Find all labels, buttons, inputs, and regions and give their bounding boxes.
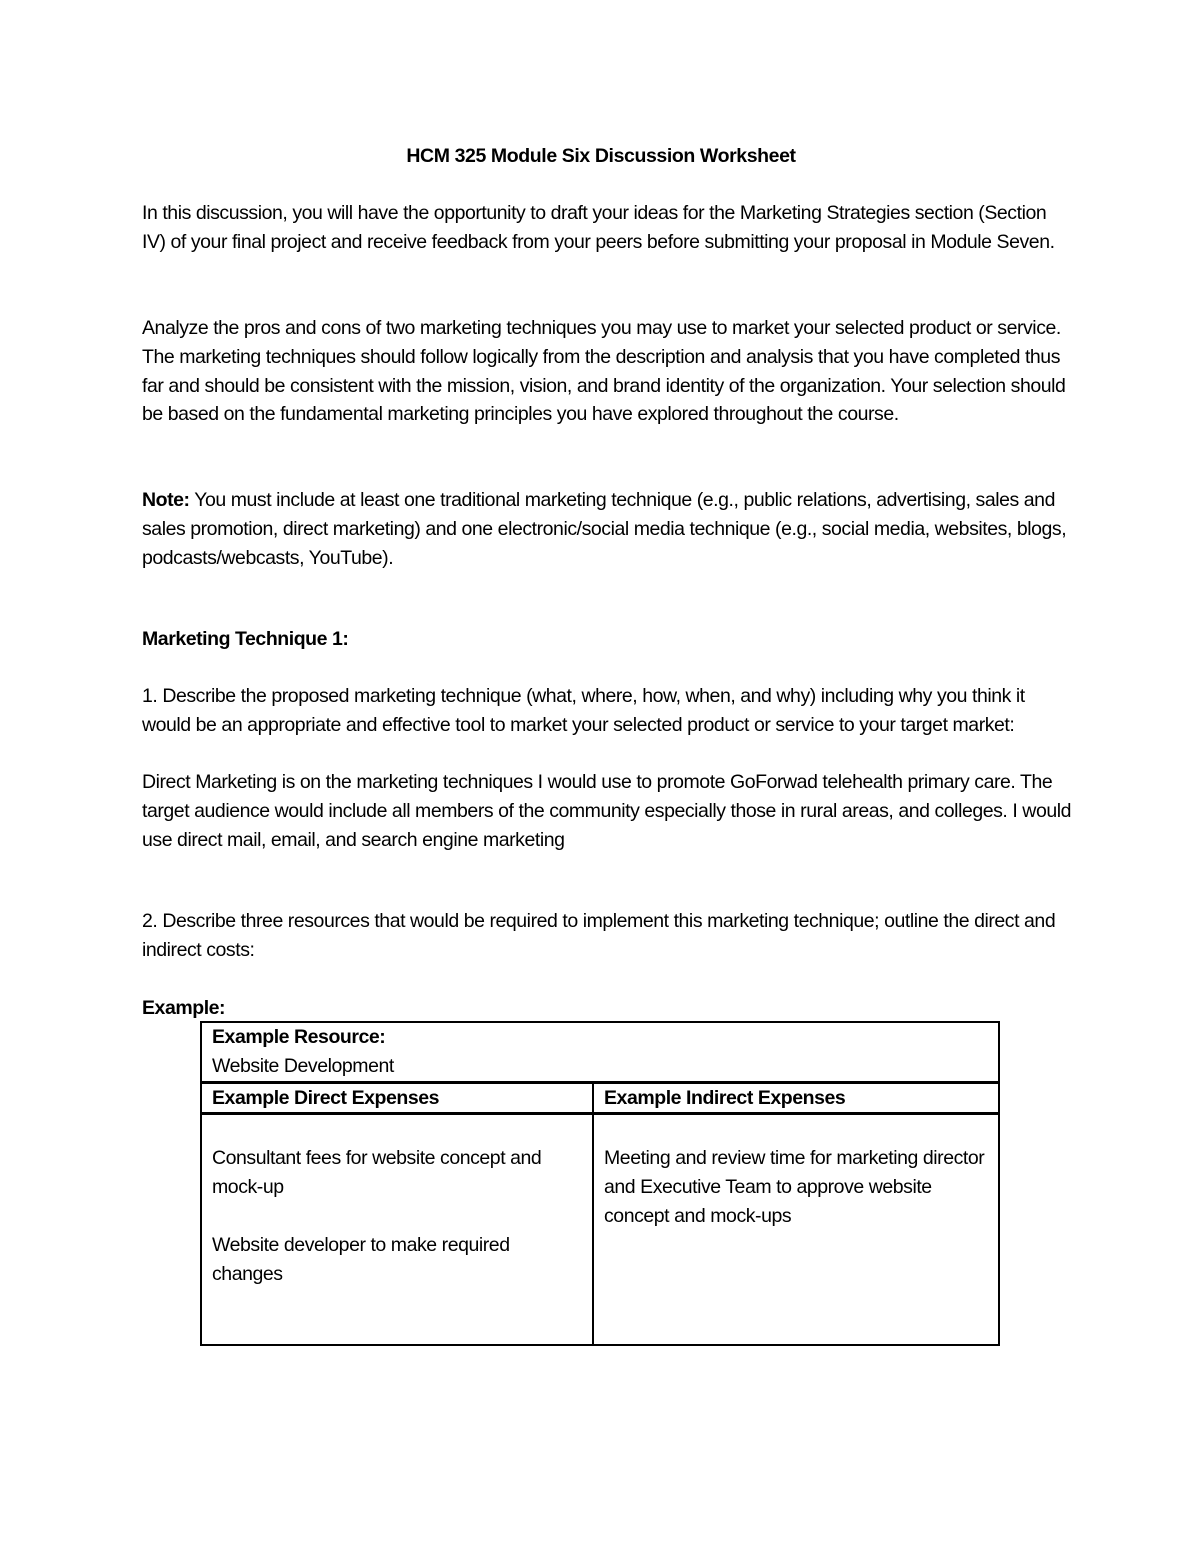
- indirect-expenses-header: Example Indirect Expenses: [593, 1082, 999, 1114]
- technique-1-heading: Marketing Technique 1:: [142, 628, 349, 650]
- note-paragraph: [142, 486, 1072, 572]
- example-label: Example:: [142, 997, 226, 1019]
- intro-paragraph: In this discussion, you will have the opportunity to draft your ideas for the Marketing Strategies section (Section IV) of your final project and receive feedback from your peers before submitting your proposal in Module Seven.: [142, 202, 1055, 253]
- resource-cell: [201, 1022, 999, 1082]
- page-title: HCM 325 Module Six Discussion Worksheet: [406, 145, 796, 167]
- expense-header-row: [201, 1082, 999, 1114]
- direct-expense-item: Website developer to make required changes: [212, 1233, 510, 1285]
- example-resource-table: [200, 1021, 1000, 1346]
- expense-body-row: [201, 1114, 999, 1346]
- direct-expenses-header: Example Direct Expenses: [201, 1082, 593, 1114]
- resource-value: Website Development: [212, 1054, 394, 1077]
- note-text: You must include at least one traditional marketing technique (e.g., public relations, advertising, sales and sales promotion, direct marketing) and one electronic/social media technique (e.g., social media, websites, blogs, podcasts/webcasts, YouTube).: [142, 489, 1067, 569]
- indirect-expense-item: Meeting and review time for marketing director and Executive Team to approve website concept and mock-ups: [604, 1147, 985, 1227]
- question-2: 2. Describe three resources that would be required to implement this marketing technique; outline the direct and indirect costs:: [142, 910, 1056, 961]
- indirect-expenses-cell: [593, 1114, 999, 1346]
- resource-label: Example Resource:: [212, 1026, 386, 1048]
- analyze-paragraph: Analyze the pros and cons of two marketing techniques you may use to market your selected product or service. The marketing techniques should follow logically from the description and analysis that you have completed thus far and should be consistent with the mission, vision, and brand identity of the organization. Your selection should be based on the fundamental marketing principles you have explored throughout the course.: [142, 317, 1066, 426]
- resource-row: [201, 1022, 999, 1082]
- answer-1: Direct Marketing is on the marketing techniques I would use to promote GoForwad telehealth primary care. The target audience would include all members of the community especially those in rural areas, and colleges. I would use direct mail, email, and search engine marketing: [142, 771, 1072, 851]
- direct-expense-item: Consultant fees for website concept and mock-up: [212, 1147, 542, 1199]
- question-1: 1. Describe the proposed marketing technique (what, where, how, when, and why) including why you think it would be an appropriate and effective tool to market your selected product or service to your target market:: [142, 685, 1025, 736]
- note-label: Note:: [142, 489, 190, 511]
- direct-expenses-cell: [201, 1114, 593, 1346]
